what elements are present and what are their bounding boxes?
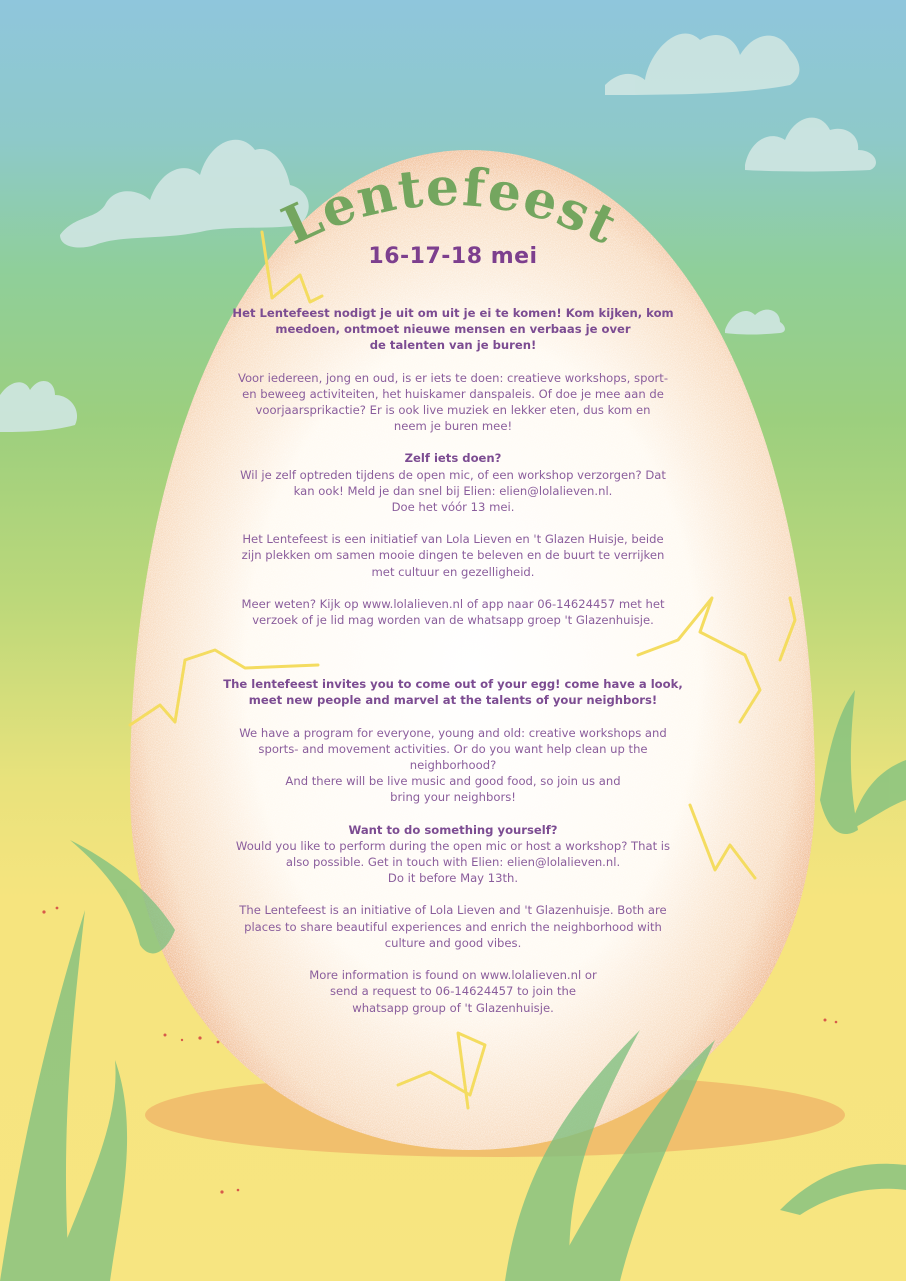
dutch-initiative: Het Lentefeest is een initiatief van Lola Lieven en 't Glazen Huisje, beide zijn plekken om samen mooie dingen te beleven en de buurt te verrijken met cultuur en gezelligheid. xyxy=(241,532,665,579)
english-join-heading: Want to do something yourself? xyxy=(348,822,558,837)
dutch-more-info: Meer weten? Kijk op www.lolalieven.nl of app naar 06-14624457 met het verzoek of je lid mag worden van de whatsapp groep 't Glazenhuisje. xyxy=(241,596,665,628)
language-separator xyxy=(195,644,711,676)
english-program: We have a program for everyone, young and old: creative workshops and sports- and movement activities. Or do you want help clean up the neighborhood? And there will be live music and good food, so join us and bring your neighbors! xyxy=(239,725,667,805)
english-initiative: The Lentefeest is an initiative of Lola Lieven and 't Glazenhuisje. Both are places to share beautiful experiences and enrich the neighborhood with culture and good vibes. xyxy=(239,903,667,950)
event-description xyxy=(195,305,711,1032)
english-join: Want to do something yourself? Would you like to perform during the open mic or host a workshop? That is also possible. Get in touch with Elien: elien@lolalieven.nl. Do it before May 13th. xyxy=(195,822,711,887)
dutch-join-heading: Zelf iets doen? xyxy=(404,451,502,466)
dutch-intro: Het Lentefeest nodigt je uit om uit je ei te komen! Kom kijken, kom meedoen, ontmoet nieuwe mensen en verbaas je over de talenten van je buren! xyxy=(232,306,674,353)
dutch-join: Zelf iets doen? Wil je zelf optreden tijdens de open mic, of een workshop verzorgen? Dat kan ook! Meld je dan snel bij Elien: elien@lolalieven.nl. Doe het vóór 13 mei. xyxy=(195,450,711,515)
english-intro: The lentefeest invites you to come out of your egg! come have a look, meet new people and marvel at the talents of your neighbors! xyxy=(223,677,683,708)
event-dates: 16-17-18 mei xyxy=(368,244,538,269)
event-title: Lentefeest xyxy=(273,156,628,258)
dutch-program: Voor iedereen, jong en oud, is er iets te doen: creatieve workshops, sport- en beweeg activiteiten, het huiskamer danspaleis. Of doe je mee aan de voorjaarsprikactie? Er is ook live muziek en lekker eten, dus kom en neem je buren mee! xyxy=(237,370,669,434)
english-more-info: More information is found on www.lolalieven.nl or send a request to 06-14624457 to join the whatsapp group of 't Glazenhuisje. xyxy=(309,968,597,1015)
